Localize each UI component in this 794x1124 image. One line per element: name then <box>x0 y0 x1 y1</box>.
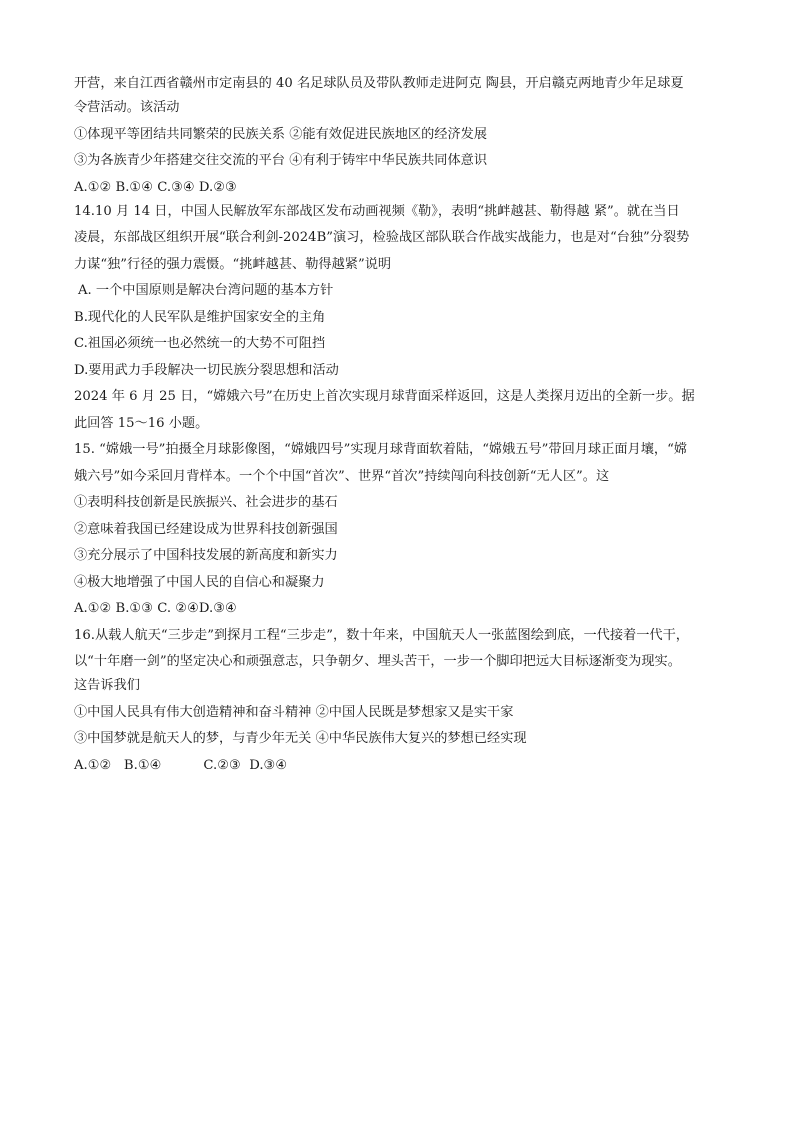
q14-stem-line-3: 力谋“独”行径的强力震慑。“挑衅越甚、勒得越紧”说明 <box>74 256 392 272</box>
q13-options-line-1: ①体现平等团结共同繁荣的民族关系 ②能有效促进民族地区的经济发展 <box>74 126 488 142</box>
q14-option-c: C.祖国必须统一也必然统一的大势不可阻挡 <box>74 336 326 351</box>
q14-option-d: D.要用武力手段解决一切民族分裂思想和活动 <box>74 362 339 378</box>
q13-intro-line-1: 开营，来自江西省赣州市定南县的 40 名足球队员及带队教师走进阿克 陶县，开启赣克两地青少年足球夏 <box>74 76 684 91</box>
q14-stem-line-1: 14.10 月 14 日，中国人民解放军东部战区发布动画视频《勒》，表明“挑衅越甚、勒得越 紧”。就在当日 <box>74 203 680 219</box>
q14-stem-line-2: 凌晨，东部战区组织开展“联合利剑-2024B”演习，检验战区部队联合作战实战能力，也是对“台独”分裂势 <box>74 230 690 245</box>
q16-stem-line-2: 以“十年磨一剑”的坚定决心和顽强意志，只争朝夕、埋头苦干，一步一个脚印把远大目标逐渐变为现实。 <box>74 654 681 669</box>
q13-answer-choices: A.①② B.①④ C.③④ D.②③ <box>74 179 237 195</box>
q16-options-line-1: ①中国人民具有伟大创造精神和奋斗精神 ②中国人民既是梦想家又是实干家 <box>74 704 514 720</box>
q13-intro-line-2: 令营活动。该活动 <box>74 100 180 115</box>
q15-option-2: ②意味着我国已经建设成为世界科技创新强国 <box>74 521 338 537</box>
material-15-16-line-2: 此回答 15～16 小题。 <box>74 415 209 431</box>
q15-answer-choices: A.①② B.①③ C. ②④D.③④ <box>74 601 237 616</box>
q15-option-1: ①表明科技创新是民族振兴、社会进步的基石 <box>74 495 338 510</box>
q16-stem-line-1: 16.从载人航天“三步走”到探月工程“三步走”，数十年来，中国航天人一张蓝图绘到底，一代接着一代干， <box>74 627 689 643</box>
exam-page <box>74 72 724 778</box>
q16-answer-choices: A.①② B.①④ C.②③ D.③④ <box>74 757 288 773</box>
q15-option-4: ④极大地增强了中国人民的自信心和凝聚力 <box>74 574 325 590</box>
q14-option-a: A. 一个中国原则是解决台湾问题的基本方针 <box>78 283 334 298</box>
q15-stem-line-1: 15. “嫦娥一号”拍摄全月球影像图，“嫦娥四号”实现月球背面软着陆，“嫦娥五号”带回月球正面月壤，“嫦 <box>74 442 688 457</box>
q15-option-3: ③充分展示了中国科技发展的新高度和新实力 <box>74 548 338 563</box>
q16-options-line-2: ③中国梦就是航天人的梦，与青少年无关 ④中华民族伟大复兴的梦想已经实现 <box>74 731 527 746</box>
q15-stem-line-2: 娥六号”如今采回月背样本。一个个中国“首次”、世界“首次”持续闯向科技创新“无人区”。这 <box>74 468 610 484</box>
q13-options-line-2: ③为各族青少年搭建交往交流的平台 ④有利于铸牢中华民族共同体意识 <box>74 153 488 168</box>
material-15-16-line-1: 2024 年 6 月 25 日，“嫦娥六号”在历史上首次实现月球背面采样返回，这是人类探月迈出的全新一步。据 <box>74 389 695 404</box>
q16-stem-line-3: 这告诉我们 <box>74 678 140 693</box>
q14-option-b: B.现代化的人民军队是维护国家安全的主角 <box>74 309 326 325</box>
